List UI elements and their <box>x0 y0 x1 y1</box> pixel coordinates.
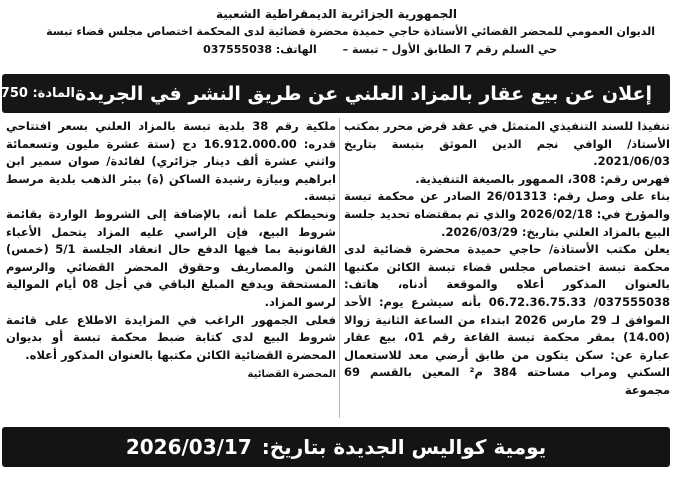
office-name: الديوان العمومي للمحضر القضائي الأستاذة حاجي حميدة محضرة قضائية لدى المحكمة اختصاص مجلس قضاء تبسة <box>46 25 655 38</box>
notice-title: إعلان عن بيع عقار بالمزاد العلني عن طريق النشر في الجريدة <box>74 82 652 105</box>
body-paragraph: ونحيطكم علما أنه، بالإضافة إلى الشروط الواردة بقائمة شروط البيع، فإن الراسي عليه المزاد يتحمل الأعباء القانونية بما فيها الدفع حال انعقاد الجلسة 5/1 (خمس) الثمن والمصاريف وحقوق المحضر القضائي والرسوم المستحقة ويدفع المبلغ الباقي في أجل 08 أيام الموالية لرسو المزاد. <box>6 206 336 309</box>
body-paragraph: بناء على وصل رقم: 26/01313 الصادر عن محكمة تبسة والمؤرخ في: 2026/02/18 والذي تم بمقتضاه تحديد جلسة البيع بالمزاد العلني بتاريخ: 2026/03/29. <box>344 189 670 239</box>
title-banner <box>2 74 670 113</box>
office-phone: الهاتف: 037555038 <box>203 43 317 56</box>
publication-name: يومية كواليس الجديدة بتاريخ: <box>261 435 547 459</box>
notice-body-right-column <box>344 118 670 428</box>
article-reference: المادة: 750 <box>0 86 75 101</box>
notice-body-left-column <box>6 118 336 428</box>
body-paragraph: فعلى الجمهور الراغب في المزايدة الاطلاع على قائمة شروط البيع لدى كتابة ضبط محكمة تبسة أو بديوان المحضرة القضائية الكائن مكتبها بالعنوان المذكور أعلاه. <box>6 312 336 362</box>
body-paragraph: تنفيذا للسند التنفيذي المتمثل في عقد قرض محرر بمكتب الأستاذ/ الوافي نجم الدين الموثق بتبسة بتاريخ 2021/06/03. <box>344 119 670 169</box>
office-contact <box>0 41 673 59</box>
body-paragraph: ملكية رقم 38 بلدية تبسة بالمزاد العلني بسعر افتتاحي قدره: 16.912.000.00 دج (ستة عشرة مليون وتسعمائة واثني عشرة ألف دينار جزائري) لفائدة/ صوان سمير ابن ابراهيم وبيازة رشيدة الساكن (ة) ببئر الذهب بلدية مرسط تبسة. <box>6 119 336 204</box>
body-paragraph: يعلن مكتب الأستاذة/ حاجي حميدة محضرة قضائية لدى محكمة تبسة اختصاص مجلس قضاء تبسة الكائن مكتبها بالعنوان المذكور أعلاه والموقعة أدناه، هاتف: 037555038/ 06.72.36.75.33 بأنه سيشرع يوم: الأحد الموافق لـ 29 مارس 2026 ابتداء من الساعة الثانية زوالا (14.00) بمقر محكمة تبسة القاعة رقم 01، بيع عقار عبارة عن: سكن يتكون من طابق أرضي معد للاستعمال السكني ومراب مساحته 384 م² المعين بالقسم 69 مجموعة <box>344 242 670 397</box>
column-divider <box>339 118 340 418</box>
publication-date: 2026/03/17 <box>125 435 252 459</box>
publication-footer <box>2 427 670 467</box>
republic-name: الجمهورية الجزائرية الديمقراطية الشعبية <box>215 7 458 21</box>
body-paragraph: فهرس رقم: 308، الممهور بالصيغة التنفيذية. <box>415 171 670 186</box>
signature-label: المحضرة القضائية <box>247 369 336 381</box>
office-address: حي السلم رقم 7 الطابق الأول – تبسة – <box>342 43 557 56</box>
notice-header <box>0 6 673 59</box>
